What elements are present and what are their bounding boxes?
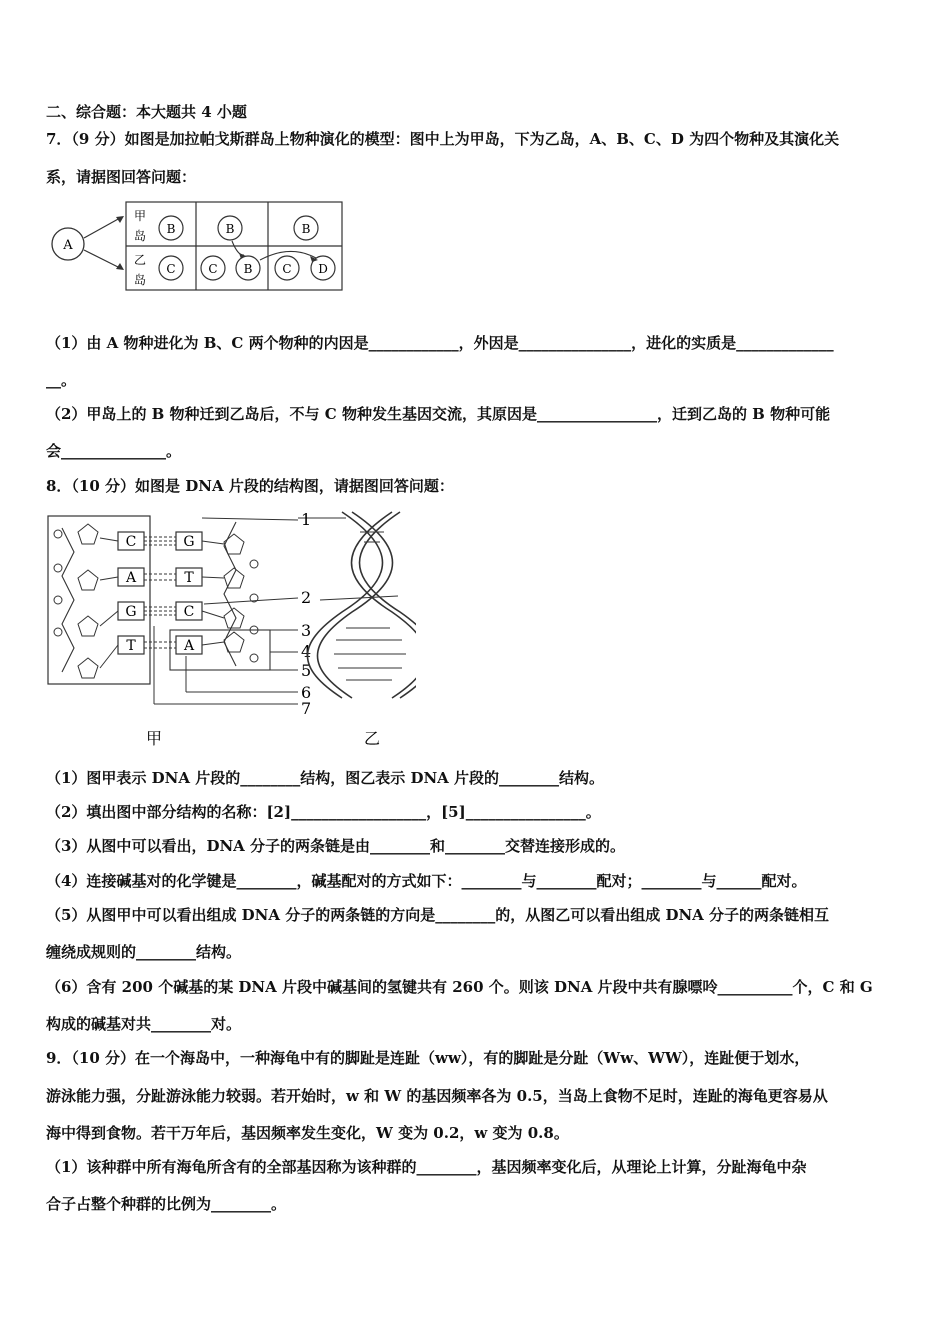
island-yi-char1: 乙 bbox=[134, 253, 147, 267]
q8-sub5-line1: （5）从图甲中可以看出组成 DNA 分子的两条链的方向是________的，从图乙可以看出组成 DNA 分子的两条链相互 bbox=[46, 906, 830, 924]
label-6: 6 bbox=[301, 683, 312, 702]
q9-stem-line1: 9．（10 分）在一个海岛中，一种海龟中有的脚趾是连趾（ww），有的脚趾是分趾（Ww、WW），连趾便于划水， bbox=[46, 1049, 810, 1067]
left-backbone bbox=[62, 528, 74, 672]
q9-stem-line3: 海中得到食物。若干万年后，基因频率发生变化，W 变为 0.2，w 变为 0.8。 bbox=[46, 1124, 569, 1142]
q8-sub5-line2: 缠绕成规则的________结构。 bbox=[46, 943, 242, 961]
caption-yi: 乙 bbox=[364, 729, 381, 748]
q8-stem: 8．（10 分）如图是 DNA 片段的结构图，请据图回答问题： bbox=[46, 477, 454, 495]
q7-sub1-line2: __。 bbox=[46, 371, 77, 389]
top-species-3: B bbox=[301, 222, 311, 236]
q9-sub1-line2: 合子占整个种群的比例为________。 bbox=[46, 1195, 287, 1213]
right-base-3: C bbox=[183, 604, 195, 620]
label-5: 5 bbox=[301, 661, 312, 680]
island-jia-char2: 岛 bbox=[134, 229, 147, 243]
bottom-species-1: C bbox=[166, 262, 176, 276]
bottom-species-2a: C bbox=[208, 262, 218, 276]
left-base-3: G bbox=[125, 604, 137, 620]
bottom-species-2b: B bbox=[243, 262, 253, 276]
q8-dna-figure bbox=[46, 508, 416, 754]
q7-stem-line1: 7．（9 分）如图是加拉帕戈斯群岛上物种演化的模型：图中上为甲岛，下为乙岛，A、B、C、D 为四个物种及其演化关 bbox=[46, 130, 840, 148]
label-1: 1 bbox=[301, 510, 312, 529]
right-base-1: G bbox=[183, 534, 195, 550]
q9-sub1-line1: （1）该种群中所有海龟所含有的全部基因称为该种群的________，基因频率变化后，从理论上计算，分趾海龟中杂 bbox=[46, 1158, 807, 1176]
migration-arrow-1 bbox=[232, 241, 244, 255]
q7-speciation-figure bbox=[46, 198, 346, 296]
caption-jia: 甲 bbox=[146, 729, 163, 748]
arrow-to-yi bbox=[84, 250, 120, 268]
left-base-4: T bbox=[126, 638, 136, 654]
label-7: 7 bbox=[301, 699, 312, 718]
q9-stem-line2: 游泳能力强，分趾游泳能力较弱。若开始时，w 和 W 的基因频率各为 0.5，当岛上食物不足时，连趾的海龟更容易从 bbox=[46, 1087, 828, 1105]
helix-rungs bbox=[334, 532, 406, 680]
q8-sub4: （4）连接碱基对的化学键是________，碱基配对的方式如下：________与________配对；________与______配对。 bbox=[46, 872, 807, 890]
section-title: 二、综合题：本大题共 4 小题 bbox=[46, 103, 247, 121]
bottom-species-3a: C bbox=[282, 262, 292, 276]
right-base-4: A bbox=[183, 638, 195, 654]
island-jia-char1: 甲 bbox=[134, 209, 147, 223]
top-species-1: B bbox=[166, 222, 176, 236]
island-yi-char2: 岛 bbox=[134, 273, 147, 287]
bottom-species-3b: D bbox=[318, 262, 328, 276]
q8-sub6-line2: 构成的碱基对共________对。 bbox=[46, 1015, 242, 1033]
q7-sub1-line1: （1）由 A 物种进化为 B、C 两个物种的内因是____________，外因是_______________，进化的实质是_____________ bbox=[46, 334, 834, 352]
q7-sub2-line1: （2）甲岛上的 B 物种迁到乙岛后，不与 C 物种发生基因交流，其原因是________________，迁到乙岛的 B 物种可能 bbox=[46, 405, 831, 423]
label-2: 2 bbox=[301, 588, 312, 607]
q8-sub1: （1）图甲表示 DNA 片段的________结构，图乙表示 DNA 片段的________结构。 bbox=[46, 769, 605, 787]
q8-sub6-line1: （6）含有 200 个碱基的某 DNA 片段中碱基间的氢键共有 260 个。则该 DNA 片段中共有腺嘌呤__________个，C 和 G bbox=[46, 978, 873, 996]
double-helix bbox=[308, 512, 417, 698]
q8-sub3: （3）从图中可以看出，DNA 分子的两条链是由________和________交替连接形成的。 bbox=[46, 837, 626, 855]
q7-sub2-line2: 会______________。 bbox=[46, 442, 182, 460]
left-base-1: C bbox=[125, 534, 137, 550]
label-4: 4 bbox=[301, 642, 312, 661]
q8-sub2: （2）填出图中部分结构的名称：[2]__________________，[5]________________。 bbox=[46, 803, 601, 821]
q7-stem-line2: 系，请据图回答问题： bbox=[46, 168, 197, 186]
right-base-2: T bbox=[184, 570, 194, 586]
left-base-2: A bbox=[125, 570, 137, 586]
label-3: 3 bbox=[301, 621, 312, 640]
hydrogen-bonds bbox=[144, 537, 176, 648]
arrow-to-jia bbox=[84, 218, 120, 238]
ancestor-label: A bbox=[63, 238, 73, 253]
top-species-2: B bbox=[225, 222, 235, 236]
